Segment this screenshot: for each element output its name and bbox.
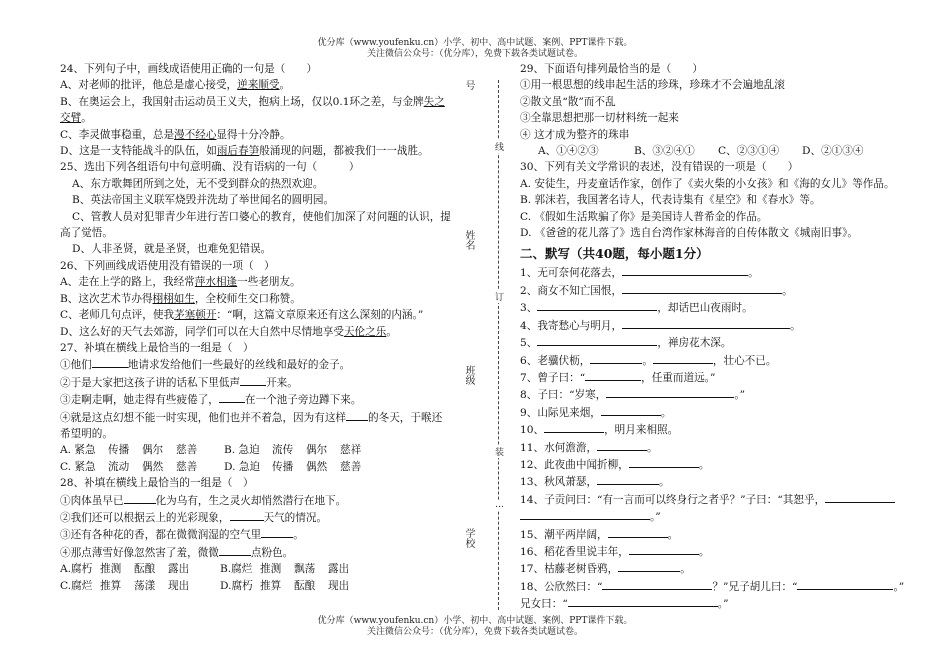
binding-label-hao: 号 [463, 80, 474, 90]
q24-option-b: B、在奥运会上，我国射击运动员王义夫，抱病上场，仅以0.1环之差，与金牌失之 [60, 95, 445, 108]
dictation-item-9: 9、山际见来烟， 。 [520, 404, 915, 421]
q27-sentence-1: ①他们 地请求发给他们一些最好的丝线和最好的金子。 [60, 356, 476, 373]
q24-option-d: D、这是一支特能战斗的队伍，如雨后春笋般涌现的问题，都被我们一一战胜。 [60, 145, 429, 158]
q25-stem: 25、选出下列各组语句中句意明确、没有语病的一句（ ） [60, 161, 360, 174]
q29-sentence-2: ②散文虽“散”而不乱 [520, 95, 616, 108]
q24-option-a: A、对老师的批评，他总是虚心接受，逆来顺受。 [60, 79, 291, 92]
q28-sentence-2: ②我们还可以根据云上的光彩现象， 天气的情况。 [60, 509, 476, 526]
header-line-1: 优分库（www.youfenku.cn）小学、初中、高中试题、案例、PPT课件下载。 [317, 38, 633, 48]
q27-sentence-2: ②于是大家把这孩子讲的话私下里低声 开来。 [60, 374, 476, 391]
q29-sentence-1: ①用一根思想的线串起生活的珍珠，珍珠才不会遍地乱滚 [520, 79, 785, 92]
q30-option-a: A. 安徒生，丹麦童话作家，创作了《卖火柴的小女孩》和《海的女儿》等作品。 [520, 177, 895, 190]
binding-margin [463, 80, 518, 610]
dictation-item-10: 10、 ，明月来相照。 [520, 421, 915, 438]
dictation-item-15: 15、潮平两岸阔， 。 [520, 526, 915, 543]
binding-label-xuexiao: 学校 [463, 528, 474, 548]
q26-option-d: D、这么好的天气去郊游，同学们可以在大自然中尽情地享受天伦之乐。 [60, 325, 397, 338]
dictation-item-14: 14、子贡问曰：“有一言而可以终身行之者乎？”子曰：“其恕乎， [520, 491, 915, 508]
q28-sentence-1: ①肉体虽早已 化为乌有，生之灵火却悄然潜行在地下。 [60, 492, 476, 509]
binding-dots: … [495, 500, 504, 510]
binding-mark-xian: 线 [495, 140, 504, 153]
q29-sentence-4: ④ 这才成为整齐的珠串 [520, 128, 630, 141]
q27-sentence-4: ④就是这点幻想不能一时实现，他们也并不着急，因为有这样 的冬天，于喉还 [60, 409, 476, 426]
dictation-item-1: 1、无可奈何花落去， 。 [520, 264, 915, 281]
q24-option-c: C、李灵做事稳重，总是漫不经心显得十分冷静。 [60, 128, 291, 141]
footer-line-2: 关注微信公众号：（优分库），免费下载各类试题试卷。 [366, 627, 583, 637]
dictation-item-11: 11、水何澹澹， 。 [520, 439, 915, 456]
header-line-2: 关注微信公众号：（优分库），免费下载各类试题试卷。 [366, 49, 583, 59]
dictation-item-17: 17、枯藤老树昏鸦， 。 [520, 560, 915, 577]
binding-mark-ding: 订 [495, 290, 504, 303]
q25-option-c-cont: 高了觉悟。 [60, 227, 113, 240]
footer-line-1: 优分库（www.youfenku.cn）小学、初中、高中试题、案例、PPT课件下载。 [317, 616, 633, 626]
page-header [0, 38, 950, 60]
q27-sentence-3: ③走啊走啊，她走得有些疲倦了， 在一个池子旁边蹲下来。 [60, 391, 476, 408]
dictation-item-18: 18、公欣然曰：“ ？”兄子胡儿曰：“ 。” [520, 578, 915, 595]
q25-option-d: D、人非圣贤，就是圣贤，也难免犯错误。 [72, 243, 272, 256]
q28-sentence-3: ③还有各种花的香，都在微微润湿的空气里 。 [60, 526, 476, 543]
q24-option-b-cont: 交臂。 [60, 112, 92, 125]
left-column [60, 61, 476, 594]
q25-option-c: C、管教人员对犯罪青少年进行苦口婆心的教育，使他们加深了对问题的认识，提 [72, 210, 451, 223]
dictation-item-8: 8、子曰：“岁寒， 。” [520, 386, 915, 403]
dictation-item-16: 16、稻花香里说丰年， 。 [520, 543, 915, 560]
q30-option-b: B. 郭沫若，我国著名诗人，代表诗集有《星空》和《春水》等。 [520, 194, 821, 207]
q28-options-row-1: A.腐朽 推测 酝酿 露出 B.腐烂 推测 飘荡 露出 [60, 563, 350, 576]
q28-stem: 28、补填在横线上最恰当的一组是（ ） [60, 477, 254, 490]
dictation-item-3: 3、 ，却话巴山夜雨时。 [520, 299, 915, 316]
dictation-item-18-cont: 兄女曰：“ 。” [520, 595, 915, 612]
q30-stem: 30、下列有关文学常识的表述，没有错误的一项是（ ） [520, 161, 799, 174]
q27-stem: 27、补填在横线上最恰当的一组是（ ） [60, 341, 254, 354]
q30-option-d: D. 《爸爸的花儿落了》选自台湾作家林海音的自传体散文《城南旧事》。 [520, 227, 858, 240]
q29-sentence-3: ③全靠思想把那一切材料统一起来 [520, 112, 679, 125]
cut-line [498, 80, 499, 610]
q28-options-row-2: C.腐烂 推算 荡漾 现出 D.腐朽 推算 酝酿 现出 [60, 579, 350, 592]
dictation-item-13: 13、秋风萧瑟， 。 [520, 473, 915, 490]
dictation-item-2: 2、商女不知亡国恨， 。 [520, 282, 915, 299]
dictation-item-7: 7、曾子曰：“ ，任重而道远。” [520, 369, 915, 386]
q24-stem: 24、下列句子中，画线成语使用正确的一句是（ ） [60, 63, 318, 75]
binding-label-xingming: 姓名 [463, 230, 474, 250]
q27-options-row-2: C. 紧急 流动 偶然 慈善 D. 急迫 传播 偶然 慈善 [60, 460, 362, 473]
dictation-item-4: 4、我寄愁心与明月， 。 [520, 317, 915, 334]
right-column [520, 61, 915, 613]
dictation-item-5: 5、 ，禅房花木深。 [520, 334, 915, 351]
q28-sentence-4: ④那点薄雪好像忽然害了羞，微微 点粉色。 [60, 544, 476, 561]
dictation-item-12: 12、此夜曲中闻折柳， 。 [520, 456, 915, 473]
q30-option-c: C. 《假如生活欺骗了你》是美国诗人普希金的作品。 [520, 210, 768, 223]
q27-sentence-4-cont: 希望明的。 [60, 427, 113, 440]
q26-stem: 26、下列画线成语使用没有错误的一项（ ） [60, 259, 275, 272]
page-footer [0, 616, 950, 638]
q26-option-a: A、走在上学的路上，我经常萍水相逢一些老朋友。 [60, 276, 301, 289]
q25-option-a: A、东方歌舞团所到之处，无不受到群众的热烈欢迎。 [72, 177, 324, 190]
section-2-title: 二、默写（共40题，每小题1分） [520, 246, 709, 262]
dictation-item-14-cont: 。” [520, 508, 915, 525]
q26-option-c: C、老师几句点评，使我茅塞顿开：“啊，这篇文章原来还有这么深刻的内涵。” [60, 309, 424, 322]
q27-options-row-1: A. 紧急 传播 偶尔 慈善 B. 急迫 流传 偶尔 慈祥 [60, 444, 362, 457]
binding-label-banji: 班级 [463, 365, 474, 385]
binding-mark-zhuang: 装 [495, 445, 504, 458]
q25-option-b: B、英法帝国主义联军烧毁并洗劫了举世闻名的圆明园。 [72, 194, 335, 207]
q29-options: A、①④②③ B、③②④① C、②③①④ D、②①③④ [538, 145, 864, 158]
q29-stem: 29、下面语句排列最恰当的是（ ） [520, 63, 703, 75]
dictation-item-6: 6、老骥伏枥， 。 ，壮心不已。 [520, 352, 915, 369]
q26-option-b: B、这次艺术节办得栩栩如生，全校师生交口称赞。 [60, 292, 301, 305]
